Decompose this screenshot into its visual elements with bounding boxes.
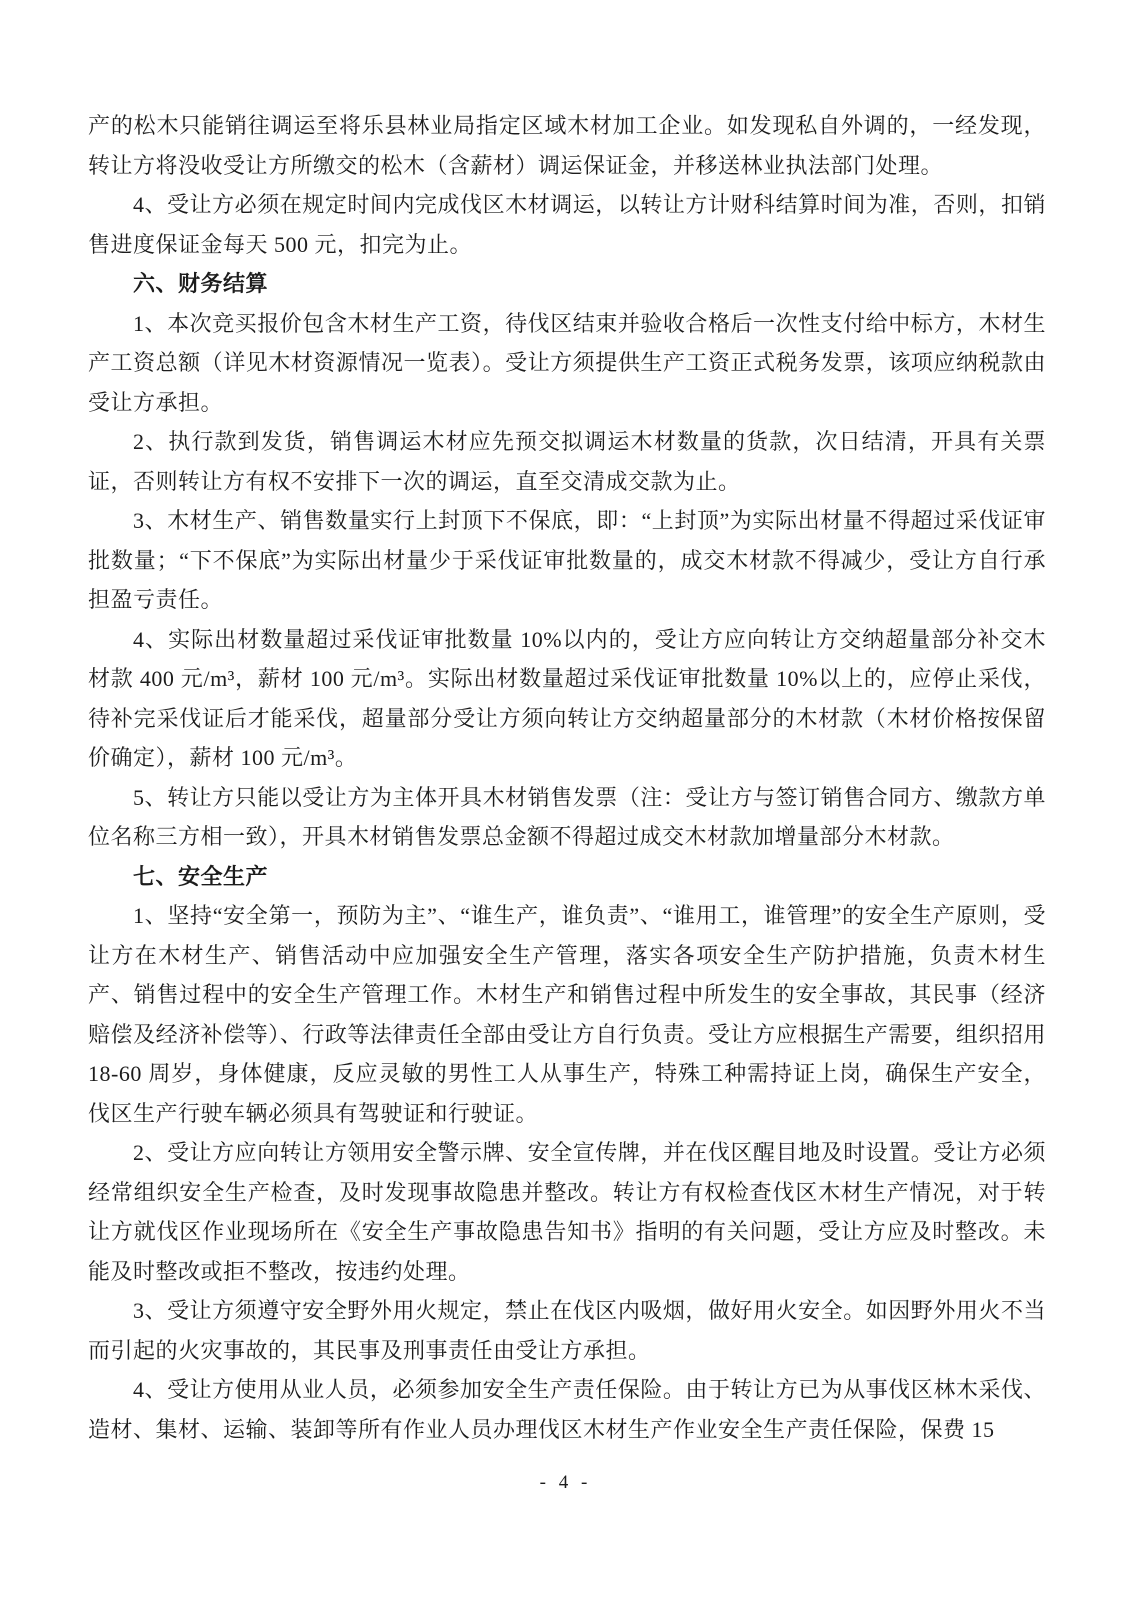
document-body: [88, 106, 1046, 1449]
paragraph: 1、本次竞买报价包含木材生产工资，待伐区结束并验收合格后一次性支付给中标方，木材生产工资总额（详见木材资源情况一览表）。受让方须提供生产工资正式税务发票，该项应纳税款由受让方承担。: [88, 310, 1046, 415]
page-number: - 4 -: [539, 1472, 592, 1493]
section-heading: 六、财务结算: [133, 271, 269, 296]
paragraph: 1、坚持“安全第一，预防为主”、“谁生产，谁负责”、“谁用工，谁管理”的安全生产原则，受让方在木材生产、销售活动中应加强安全生产管理，落实各项安全生产防护措施，负责木材生产、销售过程中的安全生产管理工作。木材生产和销售过程中所发生的安全事故，其民事（经济赔偿及经济补偿等）、行政等法律责任全部由受让方自行负责。受让方应根据生产需要，组织招用 18-60 周岁，身体健康，反应灵敏的男性工人从事生产，特殊工种需持证上岗，确保生产安全，伐区生产行驶车辆必须具有驾驶证和行驶证。: [88, 903, 1046, 1126]
section-heading: 七、安全生产: [133, 863, 269, 889]
paragraph: 4、受让方使用从业人员，必须参加安全生产责任保险。由于转让方已为从事伐区林木采伐、造材、集材、运输、装卸等所有作业人员办理伐区木材生产作业安全生产责任保险，保费 15: [88, 1377, 1046, 1442]
paragraph: 2、执行款到发货，销售调运木材应先预交拟调运木材数量的货款，次日结清，开具有关票证，否则转让方有权不安排下一次的调运，直至交清成交款为止。: [88, 429, 1046, 494]
paragraph: 产的松木只能销往调运至将乐县林业局指定区域木材加工企业。如发现私自外调的，一经发现，转让方将没收受让方所缴交的松木（含薪材）调运保证金，并移送林业执法部门处理。: [88, 113, 1046, 178]
paragraph: 5、转让方只能以受让方为主体开具木材销售发票（注：受让方与签订销售合同方、缴款方单位名称三方相一致），开具木材销售发票总金额不得超过成交木材款加增量部分木材款。: [88, 784, 1046, 849]
paragraph: 3、木材生产、销售数量实行上封顶下不保底，即：“上封顶”为实际出材量不得超过采伐证审批数量；“下不保底”为实际出材量少于采伐证审批数量的，成交木材款不得减少，受让方自行承担盈亏责任。: [88, 508, 1046, 612]
paragraph: 4、受让方必须在规定时间内完成伐区木材调运，以转让方计财科结算时间为准，否则，扣销售进度保证金每天 500 元，扣完为止。: [88, 192, 1046, 257]
paragraph: 4、实际出材数量超过采伐证审批数量 10%以内的，受让方应向转让方交纳超量部分补交木材款 400 元/m³，薪材 100 元/m³。实际出材数量超过采伐证审批数量 10%以上的，应停止采伐，待补完采伐证后才能采伐，超量部分受让方须向转让方交纳超量部分的木材款（木材价格按保留价确定），薪材 100 元/m³。: [88, 626, 1046, 770]
paragraph: 3、受让方须遵守安全野外用火规定，禁止在伐区内吸烟，做好用火安全。如因野外用火不当而引起的火灾事故的，其民事及刑事责任由受让方承担。: [88, 1298, 1046, 1363]
paragraph: 2、受让方应向转让方领用安全警示牌、安全宣传牌，并在伐区醒目地及时设置。受让方必须经常组织安全生产检查，及时发现事故隐患并整改。转让方有权检查伐区木材生产情况，对于转让方就伐区作业现场所在《安全生产事故隐患告知书》指明的有关问题，受让方应及时整改。未能及时整改或拒不整改，按违约处理。: [88, 1140, 1046, 1284]
